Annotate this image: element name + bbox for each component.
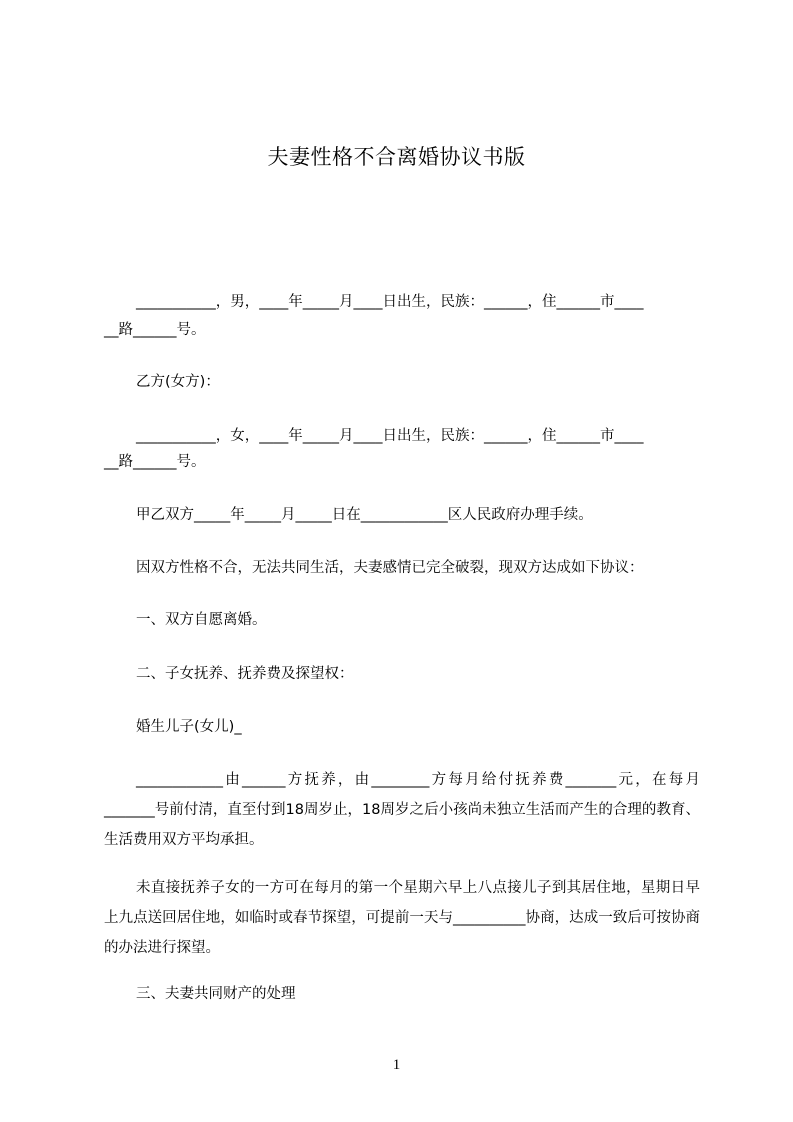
intro-line: 因双方性格不合，无法共同生活，夫妻感情已完全破裂，现双方达成如下协议：	[136, 560, 644, 576]
clause-2-heading: 二、子女抚养、抚养费及探望权：	[136, 666, 354, 682]
party-a-line-2: __路______号。	[104, 322, 206, 338]
child-line: 婚生儿子(女儿)_	[136, 719, 242, 735]
party-b-line-2: __路______号。	[104, 454, 206, 470]
party-a-line-1: ___________，男，____年_____月____日出生，民族：______，住______市____	[136, 294, 644, 310]
party-b-label: 乙方(女方)：	[136, 374, 220, 390]
clause-1: 一、双方自愿离婚。	[136, 612, 267, 628]
document-title: 夫妻性格不合离婚协议书版	[267, 145, 526, 169]
page-number: 1	[392, 1057, 401, 1073]
party-b-line-1: ___________，女，____年_____月____日出生，民族：______，住______市____	[136, 428, 644, 444]
clause-3-heading: 三、夫妻共同财产的处理	[136, 986, 296, 1002]
registration-line: 甲乙双方_____年_____月_____日在____________区人民政府办理手续。	[136, 507, 593, 523]
support-paragraph: ____________由______方抚养，由________方每月给付抚养费_______元，在每月_______号前付清，直至付到18周岁止，18周岁之后小孩尚未独立生活而产生的合理的教育、生活费用双方平均承担。	[104, 772, 700, 848]
visitation-paragraph: 未直接抚养子女的一方可在每月的第一个星期六早上八点接儿子到其居住地，星期日早上九点送回居住地，如临时或春节探望，可提前一天与__________协商，达成一致后可按协商的办法进行探望。	[104, 880, 700, 956]
